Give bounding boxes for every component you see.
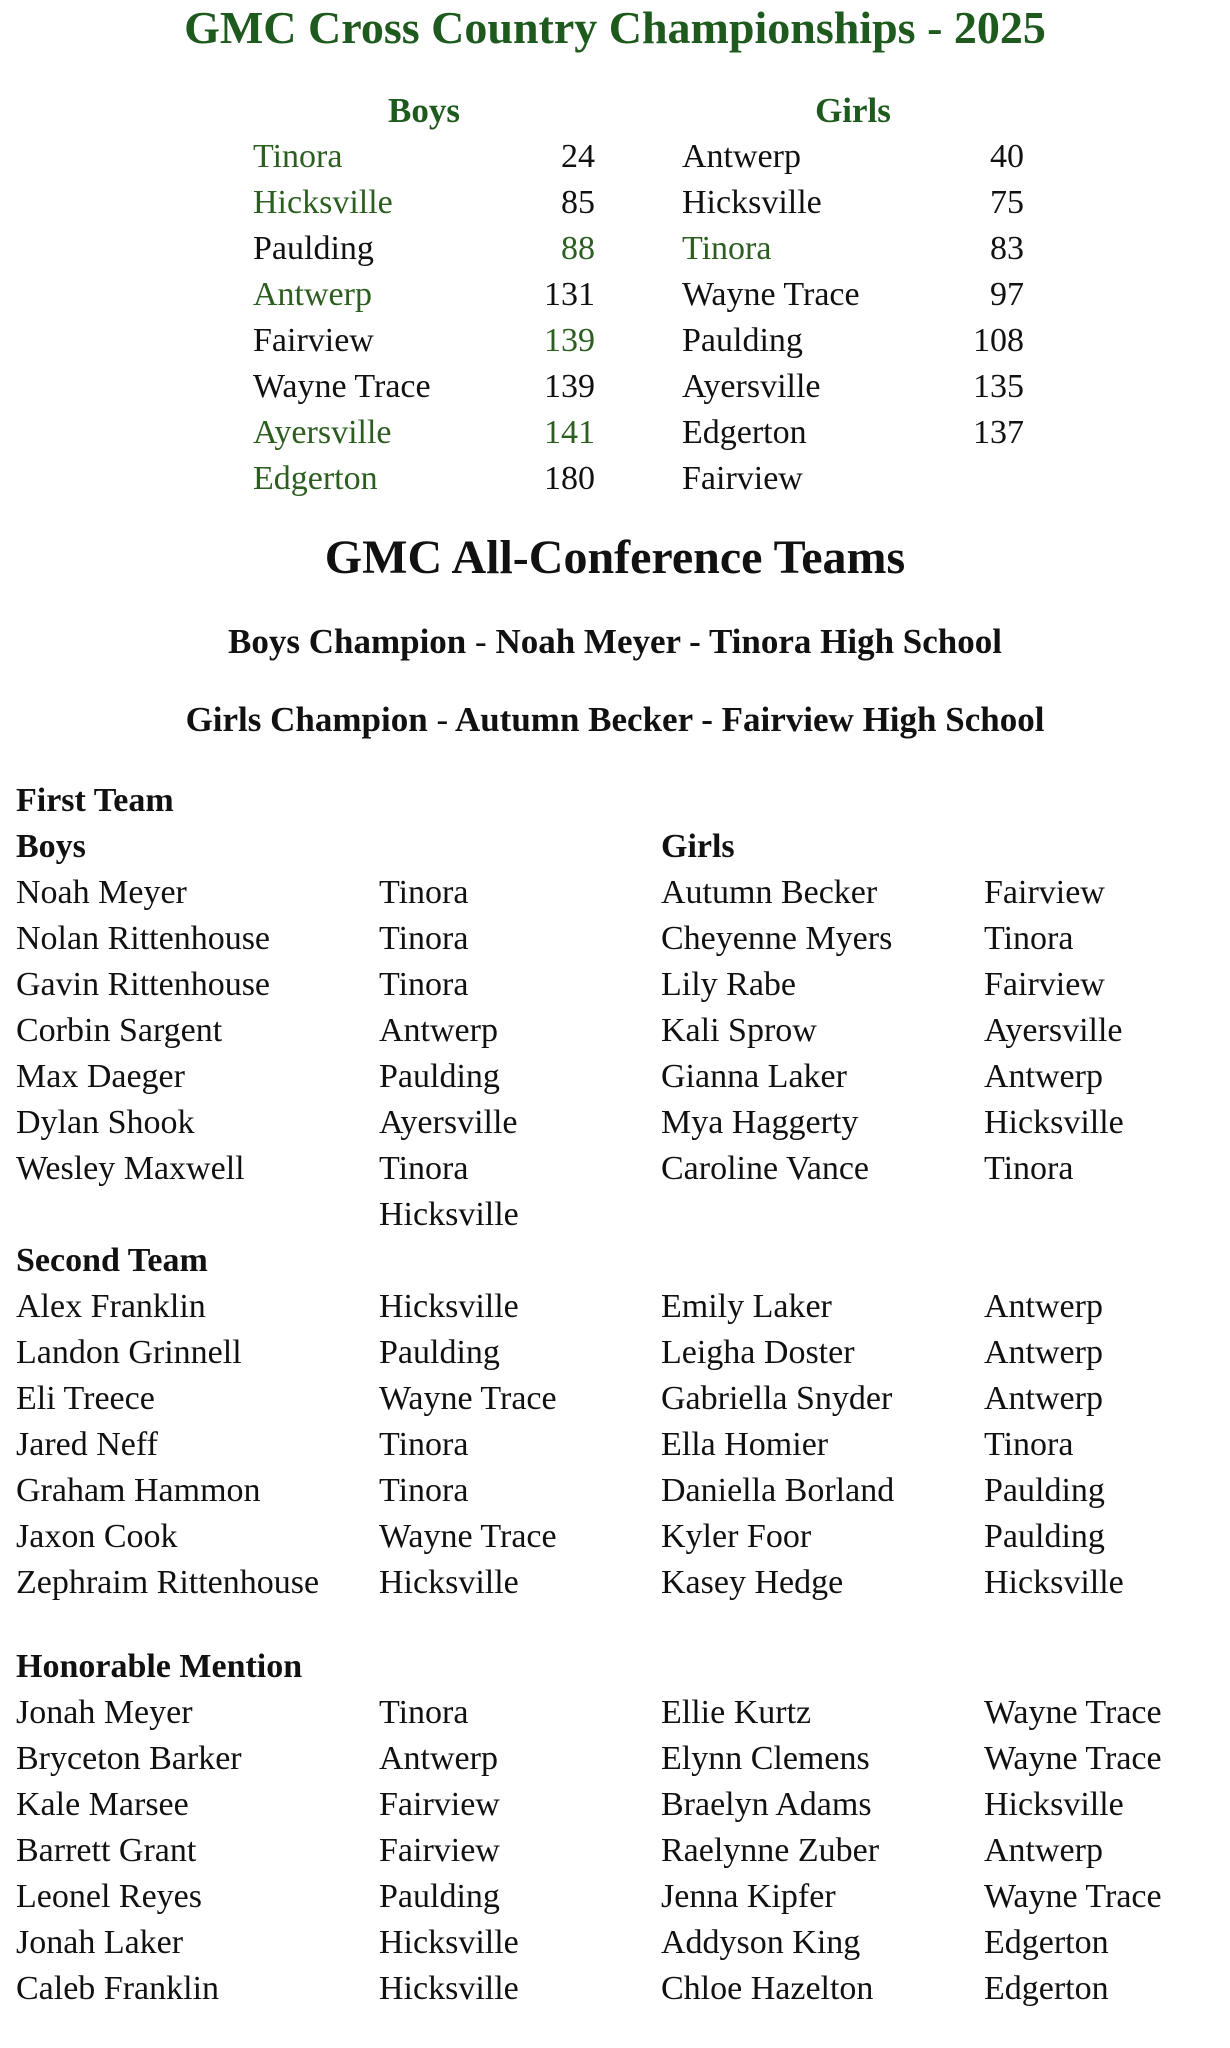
team-name: Wayne Trace <box>253 368 431 405</box>
girl-school: Antwerp <box>984 1058 1103 1095</box>
first-team-heading: First Team <box>16 782 174 819</box>
girls-standings-table <box>682 88 1024 502</box>
team-score: 139 <box>544 322 595 359</box>
boy-name: Noah Meyer <box>16 874 187 911</box>
boy-name: Graham Hammon <box>16 1472 261 1509</box>
boy-school: Paulding <box>379 1058 500 1095</box>
girl-school: Tinora <box>984 920 1074 957</box>
boy-name: Wesley Maxwell <box>16 1150 245 1187</box>
girl-name: Jenna Kipfer <box>661 1878 836 1915</box>
girl-school: Paulding <box>984 1472 1105 1509</box>
standings-row <box>253 180 595 226</box>
boy-school: Hicksville <box>379 1564 519 1601</box>
team-name: Fairview <box>253 322 374 359</box>
team-name: Paulding <box>253 230 374 267</box>
team-score: 108 <box>973 322 1024 359</box>
boy-name: Landon Grinnell <box>16 1334 242 1371</box>
standings-row <box>253 272 595 318</box>
boy-school: Antwerp <box>379 1740 498 1777</box>
girl-name: Kasey Hedge <box>661 1564 844 1601</box>
girl-school: Paulding <box>984 1518 1105 1555</box>
boy-name: Alex Franklin <box>16 1288 206 1325</box>
boy-school: Tinora <box>379 1150 469 1187</box>
team-score: 40 <box>990 138 1024 175</box>
list-item <box>16 962 1216 1008</box>
team-score: 85 <box>561 184 595 221</box>
team-name: Tinora <box>253 138 343 175</box>
list-item <box>16 1560 1216 1606</box>
list-item <box>16 1100 1216 1146</box>
boy-name: Barrett Grant <box>16 1832 197 1869</box>
boy-school: Paulding <box>379 1334 500 1371</box>
girl-name: Gabriella Snyder <box>661 1380 893 1417</box>
team-score: 88 <box>561 230 595 267</box>
girl-school: Wayne Trace <box>984 1878 1162 1915</box>
girl-name: Cheyenne Myers <box>661 920 893 957</box>
girl-school: Antwerp <box>984 1832 1103 1869</box>
boys-champion-name: Noah Meyer - Tinora High School <box>495 622 1002 661</box>
girl-school: Wayne Trace <box>984 1740 1162 1777</box>
boy-school: Tinora <box>379 920 469 957</box>
team-score: 139 <box>544 368 595 405</box>
standings-row <box>253 456 595 502</box>
team-score: 141 <box>544 414 595 451</box>
team-score: 137 <box>973 414 1024 451</box>
girl-name: Addyson King <box>661 1924 861 1961</box>
team-name: Ayersville <box>682 368 821 405</box>
boy-school: Antwerp <box>379 1012 498 1049</box>
section-spacer <box>16 1606 1216 1644</box>
list-item <box>16 1966 1216 2012</box>
list-item <box>16 1376 1216 1422</box>
all-conference-title: GMC All-Conference Teams <box>324 531 906 584</box>
standings-row <box>253 226 595 272</box>
boys-standings-heading: Boys <box>388 91 460 130</box>
boys-standings-table <box>253 88 595 502</box>
standings-row <box>253 410 595 456</box>
boy-name: Eli Treece <box>16 1380 155 1417</box>
list-item <box>16 870 1216 916</box>
boy-name: Kale Marsee <box>16 1786 189 1823</box>
separator: - <box>436 700 449 739</box>
first-team-subheadings <box>16 824 1216 870</box>
team-name: Tinora <box>682 230 772 267</box>
list-item <box>16 1874 1216 1920</box>
girl-name: Gianna Laker <box>661 1058 847 1095</box>
boy-school: Tinora <box>379 1426 469 1463</box>
girl-name: Autumn Becker <box>661 874 878 911</box>
list-item <box>16 916 1216 962</box>
list-item <box>16 1468 1216 1514</box>
boys-champion-label: Boys Champion <box>228 622 467 661</box>
boy-name: Max Daeger <box>16 1058 185 1095</box>
boy-name: Jared Neff <box>16 1426 158 1463</box>
boy-school: Paulding <box>379 1878 500 1915</box>
girl-name: Lily Rabe <box>661 966 797 1003</box>
girl-name: Leigha Doster <box>661 1334 855 1371</box>
list-item <box>16 1284 1216 1330</box>
girl-school: Edgerton <box>984 1924 1109 1961</box>
list-item <box>16 1330 1216 1376</box>
list-item <box>16 1422 1216 1468</box>
girl-school: Antwerp <box>984 1380 1103 1417</box>
standings-row <box>253 318 595 364</box>
all-conference-list <box>16 778 1216 2012</box>
girl-school: Antwerp <box>984 1334 1103 1371</box>
second-team-heading: Second Team <box>16 1242 208 1279</box>
boy-name: Jonah Laker <box>16 1924 184 1961</box>
girl-name: Kali Sprow <box>661 1012 817 1049</box>
second-team-heading-line <box>16 1238 1216 1284</box>
girl-name: Ellie Kurtz <box>661 1694 812 1731</box>
boy-name: Bryceton Barker <box>16 1740 242 1777</box>
standings-row <box>682 134 1024 180</box>
standings-row <box>682 318 1024 364</box>
team-score: 97 <box>990 276 1024 313</box>
girl-school: Tinora <box>984 1150 1074 1187</box>
standings-row <box>682 364 1024 410</box>
team-name: Edgerton <box>682 414 807 451</box>
boys-champion-line <box>0 620 1230 664</box>
girl-school: Hicksville <box>984 1564 1124 1601</box>
team-name: Hicksville <box>682 184 822 221</box>
boy-school: Hicksville <box>379 1288 519 1325</box>
separator: - <box>475 622 487 661</box>
boy-school: Tinora <box>379 874 469 911</box>
girl-name: Mya Haggerty <box>661 1104 859 1141</box>
team-score: 180 <box>544 460 595 497</box>
team-name: Paulding <box>682 322 803 359</box>
girl-school: Fairview <box>984 966 1105 1003</box>
honorable-mention-heading: Honorable Mention <box>16 1648 303 1685</box>
standings-row <box>253 134 595 180</box>
team-score: 135 <box>973 368 1024 405</box>
honorable-mention-heading-line <box>16 1644 1216 1690</box>
list-item <box>16 1690 1216 1736</box>
list-item <box>16 1828 1216 1874</box>
girl-school: Edgerton <box>984 1970 1109 2007</box>
boys-subheading: Boys <box>16 828 86 865</box>
boy-school: Hicksville <box>379 1924 519 1961</box>
boy-name: Jaxon Cook <box>16 1518 178 1555</box>
list-item <box>16 1736 1216 1782</box>
team-name: Edgerton <box>253 460 378 497</box>
team-name: Wayne Trace <box>682 276 860 313</box>
standings-row <box>253 364 595 410</box>
girls-standings-heading: Girls <box>815 91 891 130</box>
boy-name: Dylan Shook <box>16 1104 195 1141</box>
list-item <box>16 1054 1216 1100</box>
first-team-heading-line <box>16 778 1216 824</box>
girl-school: Antwerp <box>984 1288 1103 1325</box>
list-item <box>16 1782 1216 1828</box>
girls-champion-label: Girls Champion <box>185 700 428 739</box>
girl-name: Ella Homier <box>661 1426 829 1463</box>
boy-name: Corbin Sargent <box>16 1012 223 1049</box>
boy-name: Leonel Reyes <box>16 1878 202 1915</box>
girls-subheading: Girls <box>661 828 735 865</box>
girl-name: Braelyn Adams <box>661 1786 872 1823</box>
girl-name: Raelynne Zuber <box>661 1832 880 1869</box>
girl-name: Chloe Hazelton <box>661 1970 874 2007</box>
girl-school: Ayersville <box>984 1012 1123 1049</box>
standings-row <box>682 226 1024 272</box>
standings-row <box>682 410 1024 456</box>
girl-name: Kyler Foor <box>661 1518 812 1555</box>
boy-school: Hicksville <box>379 1970 519 2007</box>
boy-name: Jonah Meyer <box>16 1694 193 1731</box>
girl-school: Hicksville <box>984 1104 1124 1141</box>
page-title: GMC Cross Country Championships - 2025 <box>184 2 1046 53</box>
boy-name: Zephraim Rittenhouse <box>16 1564 320 1601</box>
team-name: Ayersville <box>253 414 392 451</box>
team-name: Fairview <box>682 460 803 497</box>
team-name: Antwerp <box>253 276 372 313</box>
girl-name: Elynn Clemens <box>661 1740 870 1777</box>
boy-school: Tinora <box>379 1472 469 1509</box>
boy-school: Ayersville <box>379 1104 518 1141</box>
girl-name: Daniella Borland <box>661 1472 895 1509</box>
boy-name: Gavin Rittenhouse <box>16 966 271 1003</box>
boy-school: Tinora <box>379 966 469 1003</box>
standings-row <box>682 180 1024 226</box>
girl-name: Caroline Vance <box>661 1150 870 1187</box>
team-name: Hicksville <box>253 184 393 221</box>
list-item <box>16 1192 1216 1238</box>
boy-school: Wayne Trace <box>379 1380 557 1417</box>
list-item <box>16 1920 1216 1966</box>
boy-name: Caleb Franklin <box>16 1970 220 2007</box>
boy-school: Tinora <box>379 1694 469 1731</box>
team-score: 75 <box>990 184 1024 221</box>
girls-champion-line <box>0 698 1230 742</box>
boy-school: Wayne Trace <box>379 1518 557 1555</box>
boy-school: Fairview <box>379 1832 500 1869</box>
team-score: 24 <box>561 138 595 175</box>
list-item <box>16 1008 1216 1054</box>
girls-champion-name: Autumn Becker - Fairview High School <box>454 700 1045 739</box>
team-name: Antwerp <box>682 138 801 175</box>
list-item <box>16 1514 1216 1560</box>
standings-row <box>682 456 1024 502</box>
girl-name: Emily Laker <box>661 1288 832 1325</box>
girl-school: Hicksville <box>984 1786 1124 1823</box>
standings-row <box>682 272 1024 318</box>
team-score: 131 <box>544 276 595 313</box>
girl-school: Wayne Trace <box>984 1694 1162 1731</box>
list-item <box>16 1146 1216 1192</box>
girl-school: Fairview <box>984 874 1105 911</box>
boy-school: Hicksville <box>379 1196 519 1233</box>
girl-school: Tinora <box>984 1426 1074 1463</box>
team-score: 83 <box>990 230 1024 267</box>
boy-name: Nolan Rittenhouse <box>16 920 271 957</box>
boy-school: Fairview <box>379 1786 500 1823</box>
